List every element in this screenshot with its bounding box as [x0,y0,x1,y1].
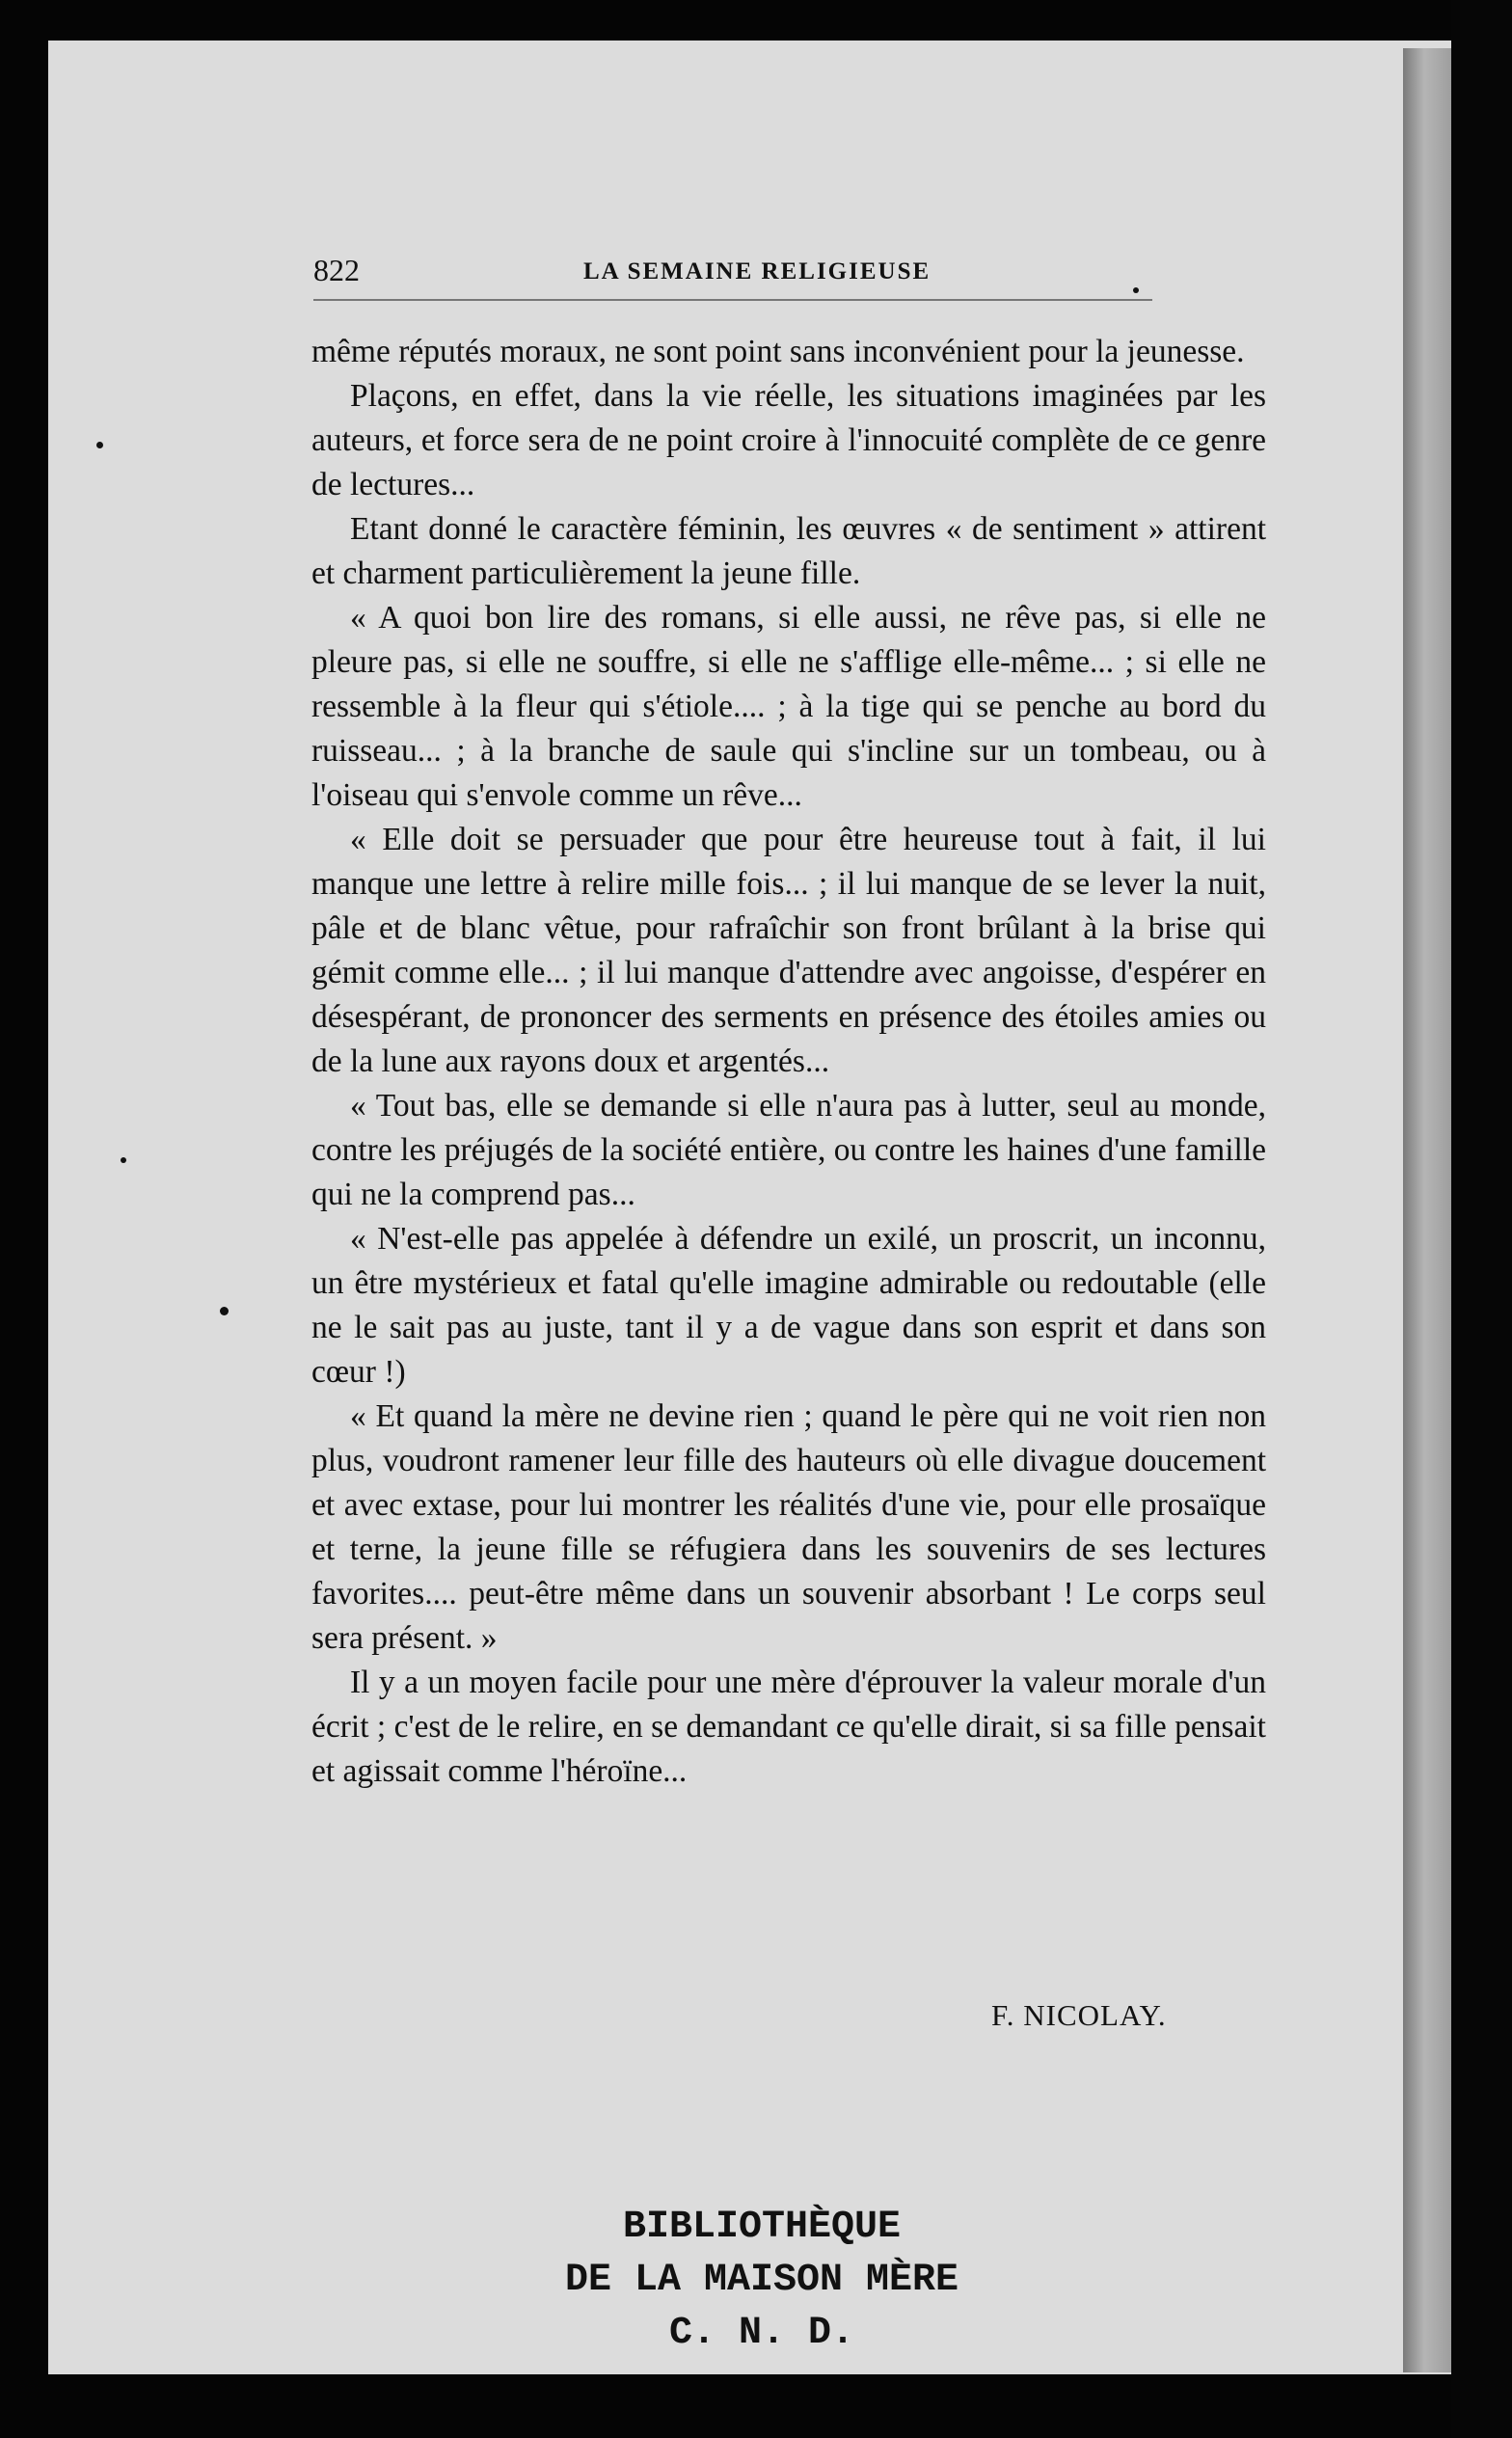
stamp-line: C. N. D. [668,2312,855,2355]
running-title: LA SEMAINE RELIGIEUSE [583,258,932,284]
dust-speck [220,1307,229,1315]
paragraph: Etant donné le caractère féminin, les œuvres « de sentiment » attirent et charment particulièrement la jeune fille. [311,511,1266,591]
dust-speck [96,442,103,448]
library-stamp [453,2201,1070,2360]
author-signature: F. NICOLAY. [991,1998,1167,2032]
paragraph: « A quoi bon lire des romans, si elle aussi, ne rêve pas, si elle ne pleure pas, si elle ne souffre, si elle ne s'afflige elle-même... ; si elle ne ressemble à la fleur qui s'étiole.... ; à la tige qui se penche au bord du ruisseau... ; à la branche de saule qui s'incline sur un tombeau, ou à l'oiseau qui s'envole comme un rêve... [311,600,1266,813]
paragraph: Plaçons, en effet, dans la vie réelle, les situations imaginées par les auteurs, et force sera de ne point croire à l'innocuité complète de ce genre de lectures... [311,378,1266,502]
scan-border [1451,0,1512,2438]
paragraph: même réputés moraux, ne sont point sans inconvénient pour la jeunesse. [311,334,1245,369]
paragraph: « Et quand la mère ne devine rien ; quand le père qui ne voit rien non plus, voudront ramener leur fille des hauteurs où elle divague doucement et avec extase, pour lui montrer les réalités d'une vie, pour elle prosaïque et terne, la jeune fille se réfugiera dans les souvenirs de ses lectures favorites.... peut-être même dans un souvenir absorbant ! Le corps seul sera présent. » [311,1398,1266,1656]
stamp-line: BIBLIOTHÈQUE [622,2206,902,2249]
paragraph: « Tout bas, elle se demande si elle n'aura pas à lutter, seul au monde, contre les préjugés de la société entière, ou contre les haines d'une famille qui ne la comprend pas... [311,1088,1266,1212]
article-body [311,330,1266,1794]
dust-speck [121,1157,126,1163]
paragraph: « N'est-elle pas appelée à défendre un exilé, un proscrit, un inconnu, un être mystérieux et fatal qu'elle imagine admirable ou redoutable (elle ne le sait pas au juste, tant il y a de vague dans son esprit et dans son cœur !) [311,1221,1266,1390]
header-rule [313,299,1152,301]
page-number: 822 [313,253,360,287]
stamp-line: DE LA MAISON MÈRE [564,2259,959,2302]
facing-page-edge [1403,48,1456,2372]
paragraph: « Elle doit se persuader que pour être heureuse tout à fait, il lui manque une lettre à relire mille fois... ; il lui manque de se lever la nuit, pâle et de blanc vêtue, pour rafraîchir son front brûlant à la brise qui gémit comme elle... ; il lui manque d'attendre avec angoisse, d'espérer en désespérant, de prononcer des serments en présence des étoiles amies ou de la lune aux rayons doux et argentés... [311,822,1266,1079]
page-header [313,253,1273,291]
dust-speck [1133,287,1139,293]
paragraph: Il y a un moyen facile pour une mère d'éprouver la valeur morale d'un écrit ; c'est de le relire, en se demandant ce qu'elle dirait, si sa fille pensait et agissait comme l'héroïne... [311,1665,1266,1789]
